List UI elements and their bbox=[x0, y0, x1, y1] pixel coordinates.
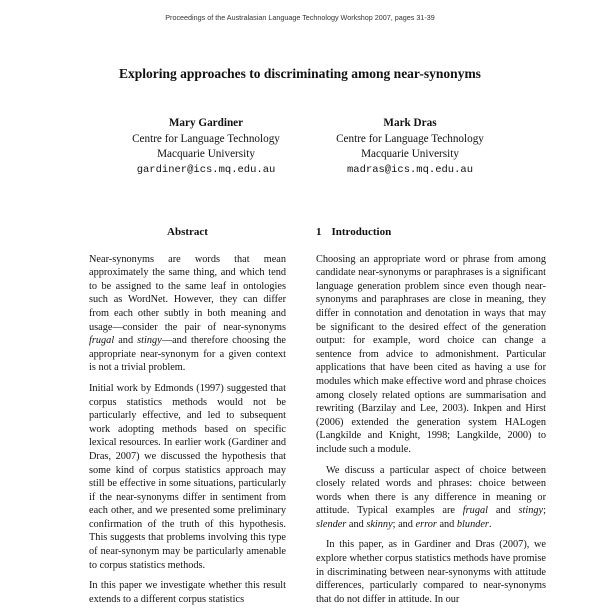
introduction-paragraph-1: Choosing an appropriate word or phrase from among candidate near-synonyms or paraphrases is a significant language generation problem since even though near-synonyms and paraphrases are close in meaning, they differ in connotation and denotation in ways that may be significant to the desired effect of the generation output: for example, word choice can change a sentence from advice to admonishment. Particular applications that have been cited as having a use for modules which make effective word and phrase choices among closely related options are summarisation and rewriting (Barzilay and Lee, 2003). Inkpen and Hirst (2006) extended the generation system HALogen (Langkilde and Knight, 1998; Langkilde, 2000) to include such a module. bbox=[316, 253, 546, 455]
author-institution: Macquarie University bbox=[361, 148, 459, 160]
author-block-2 bbox=[290, 116, 530, 178]
running-head: Proceedings of the Australasian Language Technology Workshop 2007, pages 31-39 bbox=[165, 13, 435, 22]
introduction-paragraph-2: We discuss a particular aspect of choice between closely related words and phrases: choice between words when there is any difference in meaning or attitude. Typical examples are frugal and stingy; slender and skinny; and error and blunder. bbox=[316, 464, 547, 530]
paper-title: Exploring approaches to discriminating among near-synonyms bbox=[119, 66, 481, 81]
abstract-paragraph-2: Initial work by Edmonds (1997) suggested that corpus statistics methods would not be particularly effective, and led to subsequent work adopting methods based on specific lexical resources. In earlier work (Gardiner and Dras, 2007) we discussed the hypothesis that some kind of corpus statistics approach may still be effective in some situations, particularly if the near-synonyms differ in sentiment from each other, and we presented some preliminary confirmation of the truth of this hypothesis. This suggests that problems involving this type of near-synonym may be particularly amenable to corpus statistics methods. bbox=[89, 382, 286, 571]
author-name: Mary Gardiner bbox=[168, 117, 244, 129]
author-email: gardiner@ics.mq.edu.au bbox=[136, 163, 276, 176]
author-name: Mark Dras bbox=[383, 117, 437, 129]
abstract-heading: Abstract bbox=[167, 226, 208, 238]
author-institution: Macquarie University bbox=[157, 148, 255, 160]
introduction-heading bbox=[316, 226, 546, 240]
introduction-column bbox=[316, 226, 546, 613]
introduction-paragraph-3: In this paper, as in Gardiner and Dras (2007), we explore whether corpus statistics methods have promise in discriminating between near-synonyms with attitude differences, particularly compared to near-synonyms that do not differ in attitude. In our bbox=[316, 539, 546, 605]
section-title: Introduction bbox=[331, 226, 392, 238]
section-number: 1 bbox=[316, 226, 322, 238]
abstract-column bbox=[89, 226, 286, 613]
author-affiliation: Centre for Language Technology bbox=[336, 132, 484, 145]
author-email: madras@ics.mq.edu.au bbox=[346, 163, 474, 176]
author-affiliation: Centre for Language Technology bbox=[132, 132, 280, 145]
abstract-paragraph-1: Near-synonyms are words that mean approximately the same thing, and which tend to be assigned to the same leaf in ontologies such as WordNet. However, they can differ from each other subtly in both meaning and usage—consider the pair of near-synonyms frugal and stingy—and therefore choosing the appropriate near-synonym for a given context is not a trivial problem. bbox=[89, 253, 286, 374]
abstract-paragraph-3: In this paper we investigate whether this result extends to a different corpus statistics bbox=[89, 580, 286, 605]
